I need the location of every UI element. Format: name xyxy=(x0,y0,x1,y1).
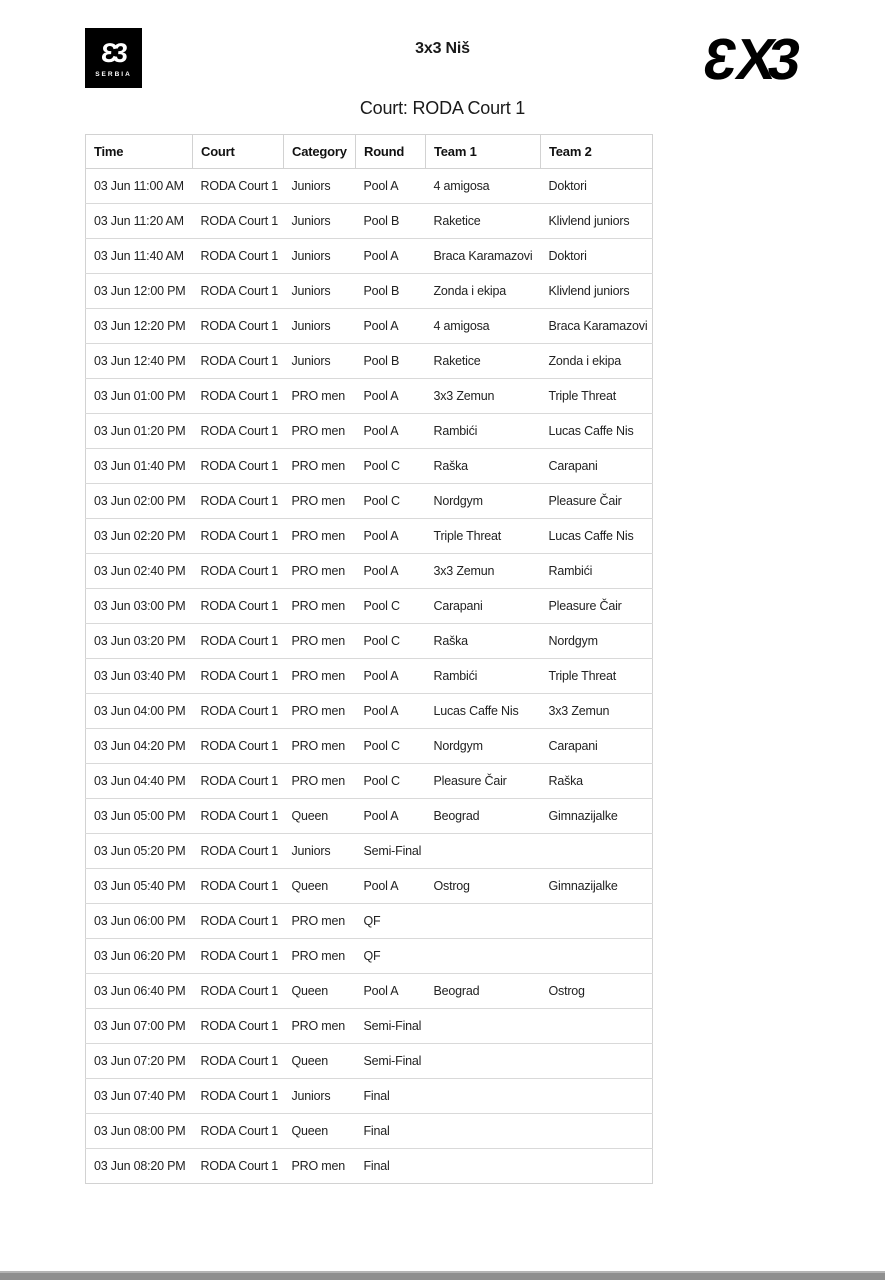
cell-time: 03 Jun 08:00 PM xyxy=(86,1114,193,1149)
cell-time: 03 Jun 05:20 PM xyxy=(86,834,193,869)
schedule-table-header xyxy=(86,135,653,169)
column-header-round: Round xyxy=(356,135,426,169)
cell-round: Pool A xyxy=(356,414,426,449)
cell-round: QF xyxy=(356,939,426,974)
cell-team2 xyxy=(541,834,653,869)
cell-category: PRO men xyxy=(284,379,356,414)
cell-team2: 3x3 Zemun xyxy=(541,694,653,729)
cell-category: PRO men xyxy=(284,659,356,694)
cell-team2: Raška xyxy=(541,764,653,799)
cell-category: Queen xyxy=(284,869,356,904)
table-row xyxy=(86,869,653,904)
serbia-3x3-logo xyxy=(85,28,142,88)
table-row xyxy=(86,379,653,414)
cell-team1: Raketice xyxy=(426,204,541,239)
cell-round: Pool C xyxy=(356,589,426,624)
cell-category: Queen xyxy=(284,1044,356,1079)
cell-team2: Braca Karamazovi xyxy=(541,309,653,344)
cell-category: PRO men xyxy=(284,414,356,449)
cell-time: 03 Jun 04:40 PM xyxy=(86,764,193,799)
cell-category: PRO men xyxy=(284,554,356,589)
cell-team1: 4 amigosa xyxy=(426,169,541,204)
cell-category: Queen xyxy=(284,1114,356,1149)
cell-team1 xyxy=(426,1044,541,1079)
cell-court: RODA Court 1 xyxy=(193,554,284,589)
cell-category: Juniors xyxy=(284,169,356,204)
cell-time: 03 Jun 07:20 PM xyxy=(86,1044,193,1079)
fiba-logo-mirrored-3: 3 xyxy=(706,27,742,92)
cell-time: 03 Jun 01:40 PM xyxy=(86,449,193,484)
cell-court: RODA Court 1 xyxy=(193,274,284,309)
cell-round: Semi-Final xyxy=(356,834,426,869)
cell-team2: Triple Threat xyxy=(541,379,653,414)
header-row xyxy=(86,135,653,169)
cell-team1 xyxy=(426,1079,541,1114)
table-row xyxy=(86,589,653,624)
cell-round: Pool B xyxy=(356,344,426,379)
cell-team2: Nordgym xyxy=(541,624,653,659)
cell-time: 03 Jun 06:40 PM xyxy=(86,974,193,1009)
cell-team2: Triple Threat xyxy=(541,659,653,694)
cell-round: Pool A xyxy=(356,869,426,904)
table-row xyxy=(86,1079,653,1114)
cell-round: Pool C xyxy=(356,729,426,764)
cell-time: 03 Jun 04:20 PM xyxy=(86,729,193,764)
cell-time: 03 Jun 06:20 PM xyxy=(86,939,193,974)
cell-time: 03 Jun 05:40 PM xyxy=(86,869,193,904)
cell-team1: Carapani xyxy=(426,589,541,624)
cell-category: Juniors xyxy=(284,204,356,239)
table-row xyxy=(86,169,653,204)
cell-team2: Doktori xyxy=(541,239,653,274)
cell-time: 03 Jun 07:00 PM xyxy=(86,1009,193,1044)
cell-team1: Lucas Caffe Nis xyxy=(426,694,541,729)
cell-team2: Zonda i ekipa xyxy=(541,344,653,379)
cell-team1: Raketice xyxy=(426,344,541,379)
cell-team2 xyxy=(541,1009,653,1044)
cell-court: RODA Court 1 xyxy=(193,344,284,379)
cell-round: Pool C xyxy=(356,624,426,659)
column-header-team1: Team 1 xyxy=(426,135,541,169)
cell-category: PRO men xyxy=(284,484,356,519)
serbia-3x3-emblem-icon: Ɛ3 xyxy=(99,38,124,68)
cell-team2: Pleasure Čair xyxy=(541,589,653,624)
cell-team1 xyxy=(426,1149,541,1184)
cell-category: Juniors xyxy=(284,1079,356,1114)
schedule-table-body xyxy=(86,169,653,1184)
table-row xyxy=(86,1114,653,1149)
bottom-bar xyxy=(0,1271,885,1280)
cell-court: RODA Court 1 xyxy=(193,449,284,484)
column-header-time: Time xyxy=(86,135,193,169)
cell-court: RODA Court 1 xyxy=(193,1009,284,1044)
cell-category: PRO men xyxy=(284,729,356,764)
cell-category: Juniors xyxy=(284,239,356,274)
schedule-table xyxy=(85,134,653,1184)
cell-court: RODA Court 1 xyxy=(193,799,284,834)
cell-court: RODA Court 1 xyxy=(193,869,284,904)
table-row xyxy=(86,624,653,659)
cell-team1 xyxy=(426,939,541,974)
cell-round: Semi-Final xyxy=(356,1009,426,1044)
cell-team2: Ostrog xyxy=(541,974,653,1009)
cell-category: PRO men xyxy=(284,589,356,624)
cell-category: PRO men xyxy=(284,1009,356,1044)
fiba-logo-3: 3 xyxy=(763,27,799,92)
cell-team1: Ostrog xyxy=(426,869,541,904)
cell-time: 03 Jun 02:40 PM xyxy=(86,554,193,589)
table-row xyxy=(86,659,653,694)
table-row xyxy=(86,1044,653,1079)
column-header-team2: Team 2 xyxy=(541,135,653,169)
cell-round: Pool A xyxy=(356,974,426,1009)
table-row xyxy=(86,484,653,519)
cell-team1: Raška xyxy=(426,624,541,659)
table-row xyxy=(86,1149,653,1184)
table-row xyxy=(86,554,653,589)
cell-round: Pool B xyxy=(356,274,426,309)
fiba-logo-x: X xyxy=(732,27,773,92)
cell-category: Queen xyxy=(284,974,356,1009)
table-row xyxy=(86,309,653,344)
cell-team1: Nordgym xyxy=(426,484,541,519)
cell-court: RODA Court 1 xyxy=(193,904,284,939)
cell-team1: 3x3 Zemun xyxy=(426,554,541,589)
cell-time: 03 Jun 02:20 PM xyxy=(86,519,193,554)
serbia-logo-label: SERBIA xyxy=(95,71,132,78)
cell-team2 xyxy=(541,1079,653,1114)
cell-time: 03 Jun 05:00 PM xyxy=(86,799,193,834)
table-row xyxy=(86,449,653,484)
cell-team2: Carapani xyxy=(541,449,653,484)
cell-time: 03 Jun 03:20 PM xyxy=(86,624,193,659)
cell-court: RODA Court 1 xyxy=(193,729,284,764)
table-row xyxy=(86,1009,653,1044)
cell-round: Final xyxy=(356,1114,426,1149)
cell-round: Pool A xyxy=(356,169,426,204)
cell-team1: Braca Karamazovi xyxy=(426,239,541,274)
cell-time: 03 Jun 12:20 PM xyxy=(86,309,193,344)
table-row xyxy=(86,729,653,764)
cell-round: QF xyxy=(356,904,426,939)
cell-time: 03 Jun 06:00 PM xyxy=(86,904,193,939)
table-row xyxy=(86,764,653,799)
cell-category: PRO men xyxy=(284,519,356,554)
cell-court: RODA Court 1 xyxy=(193,834,284,869)
cell-time: 03 Jun 08:20 PM xyxy=(86,1149,193,1184)
cell-category: PRO men xyxy=(284,1149,356,1184)
cell-team2: Rambići xyxy=(541,554,653,589)
cell-team1: Rambići xyxy=(426,659,541,694)
cell-round: Pool A xyxy=(356,309,426,344)
cell-court: RODA Court 1 xyxy=(193,309,284,344)
cell-time: 03 Jun 03:00 PM xyxy=(86,589,193,624)
cell-team1: Zonda i ekipa xyxy=(426,274,541,309)
cell-team1: Pleasure Čair xyxy=(426,764,541,799)
cell-round: Semi-Final xyxy=(356,1044,426,1079)
table-row xyxy=(86,799,653,834)
cell-time: 03 Jun 02:00 PM xyxy=(86,484,193,519)
cell-team1: Triple Threat xyxy=(426,519,541,554)
cell-team1: 3x3 Zemun xyxy=(426,379,541,414)
cell-court: RODA Court 1 xyxy=(193,1114,284,1149)
cell-team2: Carapani xyxy=(541,729,653,764)
cell-team1: 4 amigosa xyxy=(426,309,541,344)
cell-team2: Gimnazijalke xyxy=(541,869,653,904)
cell-team1: Beograd xyxy=(426,974,541,1009)
cell-court: RODA Court 1 xyxy=(193,589,284,624)
cell-time: 03 Jun 11:40 AM xyxy=(86,239,193,274)
cell-team1: Raška xyxy=(426,449,541,484)
cell-category: PRO men xyxy=(284,449,356,484)
cell-court: RODA Court 1 xyxy=(193,659,284,694)
table-row xyxy=(86,344,653,379)
cell-round: Pool A xyxy=(356,379,426,414)
cell-time: 03 Jun 07:40 PM xyxy=(86,1079,193,1114)
cell-time: 03 Jun 11:20 AM xyxy=(86,204,193,239)
cell-team2: Klivlend juniors xyxy=(541,274,653,309)
cell-court: RODA Court 1 xyxy=(193,974,284,1009)
cell-category: PRO men xyxy=(284,904,356,939)
column-header-category: Category xyxy=(284,135,356,169)
cell-category: PRO men xyxy=(284,694,356,729)
cell-category: PRO men xyxy=(284,624,356,659)
table-row xyxy=(86,904,653,939)
cell-court: RODA Court 1 xyxy=(193,624,284,659)
cell-time: 03 Jun 01:20 PM xyxy=(86,414,193,449)
cell-round: Final xyxy=(356,1149,426,1184)
cell-category: Juniors xyxy=(284,834,356,869)
cell-round: Pool C xyxy=(356,764,426,799)
table-row xyxy=(86,274,653,309)
cell-round: Pool A xyxy=(356,694,426,729)
cell-team2: Klivlend juniors xyxy=(541,204,653,239)
cell-time: 03 Jun 04:00 PM xyxy=(86,694,193,729)
cell-court: RODA Court 1 xyxy=(193,414,284,449)
cell-team1: Nordgym xyxy=(426,729,541,764)
cell-team1: Rambići xyxy=(426,414,541,449)
cell-court: RODA Court 1 xyxy=(193,379,284,414)
table-row xyxy=(86,694,653,729)
cell-time: 03 Jun 12:40 PM xyxy=(86,344,193,379)
table-row xyxy=(86,414,653,449)
cell-round: Pool B xyxy=(356,204,426,239)
cell-court: RODA Court 1 xyxy=(193,1079,284,1114)
cell-category: Juniors xyxy=(284,274,356,309)
cell-round: Pool A xyxy=(356,659,426,694)
cell-team1 xyxy=(426,834,541,869)
cell-team2 xyxy=(541,939,653,974)
cell-team1 xyxy=(426,904,541,939)
cell-team2 xyxy=(541,904,653,939)
cell-court: RODA Court 1 xyxy=(193,204,284,239)
cell-team1 xyxy=(426,1009,541,1044)
table-row xyxy=(86,939,653,974)
cell-court: RODA Court 1 xyxy=(193,1149,284,1184)
cell-team1 xyxy=(426,1114,541,1149)
table-row xyxy=(86,974,653,1009)
cell-category: PRO men xyxy=(284,764,356,799)
cell-court: RODA Court 1 xyxy=(193,239,284,274)
cell-round: Pool A xyxy=(356,799,426,834)
cell-round: Final xyxy=(356,1079,426,1114)
column-header-court: Court xyxy=(193,135,284,169)
table-row xyxy=(86,519,653,554)
cell-round: Pool A xyxy=(356,554,426,589)
court-subtitle: Court: RODA Court 1 xyxy=(359,98,526,118)
table-row xyxy=(86,834,653,869)
cell-team2: Doktori xyxy=(541,169,653,204)
table-row xyxy=(86,204,653,239)
cell-time: 03 Jun 11:00 AM xyxy=(86,169,193,204)
cell-team2: Gimnazijalke xyxy=(541,799,653,834)
cell-category: Juniors xyxy=(284,344,356,379)
cell-court: RODA Court 1 xyxy=(193,939,284,974)
cell-category: PRO men xyxy=(284,939,356,974)
cell-team2 xyxy=(541,1044,653,1079)
cell-round: Pool C xyxy=(356,449,426,484)
cell-team2: Lucas Caffe Nis xyxy=(541,519,653,554)
cell-court: RODA Court 1 xyxy=(193,169,284,204)
cell-time: 03 Jun 12:00 PM xyxy=(86,274,193,309)
cell-team1: Beograd xyxy=(426,799,541,834)
cell-team2 xyxy=(541,1149,653,1184)
cell-court: RODA Court 1 xyxy=(193,484,284,519)
cell-category: Juniors xyxy=(284,309,356,344)
cell-court: RODA Court 1 xyxy=(193,519,284,554)
cell-court: RODA Court 1 xyxy=(193,764,284,799)
page-title: 3x3 Niš xyxy=(415,40,470,57)
fiba-3x3-logo-icon xyxy=(676,28,830,92)
cell-round: Pool A xyxy=(356,519,426,554)
cell-team2: Lucas Caffe Nis xyxy=(541,414,653,449)
cell-court: RODA Court 1 xyxy=(193,694,284,729)
cell-time: 03 Jun 01:00 PM xyxy=(86,379,193,414)
table-row xyxy=(86,239,653,274)
cell-court: RODA Court 1 xyxy=(193,1044,284,1079)
cell-time: 03 Jun 03:40 PM xyxy=(86,659,193,694)
cell-category: Queen xyxy=(284,799,356,834)
cell-round: Pool C xyxy=(356,484,426,519)
cell-team2 xyxy=(541,1114,653,1149)
cell-round: Pool A xyxy=(356,239,426,274)
cell-team2: Pleasure Čair xyxy=(541,484,653,519)
